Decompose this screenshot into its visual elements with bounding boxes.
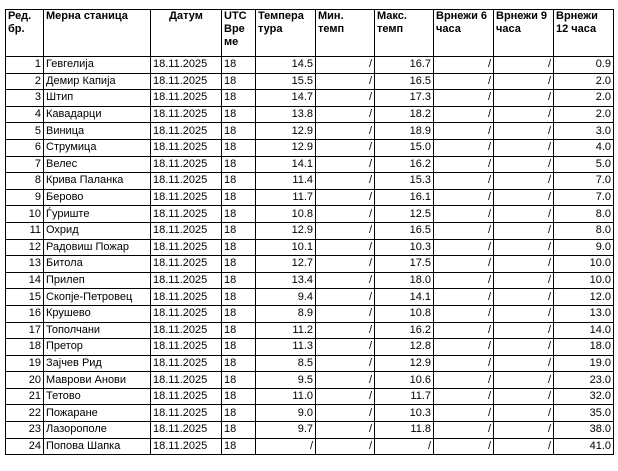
precip-12h-cell: 19.0 [554,355,614,372]
min-temp-cell: / [316,388,375,405]
station-name-cell: Лазорополе [44,422,151,439]
utc-time-cell: 18 [222,256,256,273]
row-number-cell: 9 [6,189,44,206]
date-cell: 18.11.2025 [151,339,222,356]
precip-12h-cell: 7.0 [554,173,614,190]
header-precip-6h: Врнежи 6 часа [434,10,494,57]
table-header-row [6,10,614,57]
precip-9h-cell: / [494,289,554,306]
max-temp-cell: 16.1 [375,189,434,206]
utc-time-cell: 18 [222,57,256,74]
row-number-cell: 23 [6,422,44,439]
temperature-cell: 8.9 [256,305,316,322]
precip-6h-cell: / [434,189,494,206]
table-row [6,173,614,190]
table-row [6,189,614,206]
utc-time-cell: 18 [222,339,256,356]
precip-6h-cell: / [434,372,494,389]
date-cell: 18.11.2025 [151,438,222,455]
station-name-cell: Зајчев Рид [44,355,151,372]
utc-time-cell: 18 [222,189,256,206]
max-temp-cell: 12.8 [375,339,434,356]
date-cell: 18.11.2025 [151,239,222,256]
station-name-cell: Пожаране [44,405,151,422]
precip-6h-cell: / [434,106,494,123]
max-temp-cell: 12.5 [375,206,434,223]
table-row [6,256,614,273]
station-name-cell: Ѓуриште [44,206,151,223]
table-row [6,339,614,356]
precip-12h-cell: 23.0 [554,372,614,389]
station-name-cell: Скопје-Петровец [44,289,151,306]
precip-12h-cell: 9.0 [554,239,614,256]
max-temp-cell: 15.0 [375,139,434,156]
temperature-cell: 12.9 [256,139,316,156]
utc-time-cell: 18 [222,388,256,405]
row-number-cell: 6 [6,139,44,156]
row-number-cell: 10 [6,206,44,223]
max-temp-cell: 16.2 [375,156,434,173]
station-name-cell: Претор [44,339,151,356]
utc-time-cell: 18 [222,272,256,289]
precip-6h-cell: / [434,57,494,74]
date-cell: 18.11.2025 [151,388,222,405]
precip-9h-cell: / [494,355,554,372]
min-temp-cell: / [316,272,375,289]
utc-time-cell: 18 [222,239,256,256]
min-temp-cell: / [316,222,375,239]
table-row [6,422,614,439]
table-row [6,305,614,322]
precip-9h-cell: / [494,57,554,74]
date-cell: 18.11.2025 [151,422,222,439]
temperature-cell: 15.5 [256,73,316,90]
utc-time-cell: 18 [222,222,256,239]
precip-12h-cell: 4.0 [554,139,614,156]
table-row [6,372,614,389]
date-cell: 18.11.2025 [151,405,222,422]
precip-12h-cell: 0.9 [554,57,614,74]
precip-12h-cell: 2.0 [554,106,614,123]
precip-12h-cell: 7.0 [554,189,614,206]
precip-9h-cell: / [494,156,554,173]
station-name-cell: Гевгелија [44,57,151,74]
max-temp-cell: 10.6 [375,372,434,389]
precip-6h-cell: / [434,123,494,140]
precip-9h-cell: / [494,106,554,123]
utc-time-cell: 18 [222,123,256,140]
date-cell: 18.11.2025 [151,156,222,173]
precip-12h-cell: 41.0 [554,438,614,455]
date-cell: 18.11.2025 [151,106,222,123]
max-temp-cell: 18.0 [375,272,434,289]
precip-6h-cell: / [434,388,494,405]
row-number-cell: 22 [6,405,44,422]
precip-12h-cell: 35.0 [554,405,614,422]
min-temp-cell: / [316,90,375,107]
table-row [6,355,614,372]
header-max-temp: Макс. темп [375,10,434,57]
min-temp-cell: / [316,189,375,206]
temperature-cell: 9.4 [256,289,316,306]
table-row [6,239,614,256]
station-name-cell: Прилеп [44,272,151,289]
station-name-cell: Кавадарци [44,106,151,123]
precip-9h-cell: / [494,272,554,289]
utc-time-cell: 18 [222,372,256,389]
precip-9h-cell: / [494,339,554,356]
precip-9h-cell: / [494,123,554,140]
station-name-cell: Крушево [44,305,151,322]
date-cell: 18.11.2025 [151,222,222,239]
weather-data-table [5,9,614,455]
date-cell: 18.11.2025 [151,73,222,90]
max-temp-cell: 11.7 [375,388,434,405]
table-row [6,322,614,339]
temperature-cell: 12.7 [256,256,316,273]
station-name-cell: Попова Шапка [44,438,151,455]
utc-time-cell: 18 [222,438,256,455]
header-precip-12h: Врнежи 12 часа [554,10,614,57]
precip-12h-cell: 18.0 [554,339,614,356]
temperature-cell: 10.1 [256,239,316,256]
date-cell: 18.11.2025 [151,90,222,107]
table-row [6,90,614,107]
table-row [6,272,614,289]
precip-6h-cell: / [434,156,494,173]
precip-9h-cell: / [494,189,554,206]
date-cell: 18.11.2025 [151,305,222,322]
min-temp-cell: / [316,156,375,173]
min-temp-cell: / [316,106,375,123]
max-temp-cell: 16.7 [375,57,434,74]
table-row [6,123,614,140]
max-temp-cell: 18.9 [375,123,434,140]
temperature-cell: / [256,438,316,455]
precip-9h-cell: / [494,206,554,223]
temperature-cell: 14.1 [256,156,316,173]
precip-12h-cell: 10.0 [554,256,614,273]
row-number-cell: 4 [6,106,44,123]
min-temp-cell: / [316,422,375,439]
date-cell: 18.11.2025 [151,206,222,223]
header-min-temp: Мин. темп [316,10,375,57]
min-temp-cell: / [316,73,375,90]
precip-6h-cell: / [434,322,494,339]
precip-9h-cell: / [494,422,554,439]
date-cell: 18.11.2025 [151,322,222,339]
precip-12h-cell: 10.0 [554,272,614,289]
precip-6h-cell: / [434,422,494,439]
table-row [6,289,614,306]
station-name-cell: Велес [44,156,151,173]
date-cell: 18.11.2025 [151,289,222,306]
max-temp-cell: 17.3 [375,90,434,107]
row-number-cell: 14 [6,272,44,289]
row-number-cell: 24 [6,438,44,455]
max-temp-cell: 12.9 [375,355,434,372]
utc-time-cell: 18 [222,173,256,190]
precip-6h-cell: / [434,305,494,322]
precip-6h-cell: / [434,272,494,289]
precip-12h-cell: 32.0 [554,388,614,405]
max-temp-cell: 10.8 [375,305,434,322]
row-number-cell: 16 [6,305,44,322]
row-number-cell: 20 [6,372,44,389]
date-cell: 18.11.2025 [151,256,222,273]
utc-time-cell: 18 [222,90,256,107]
precip-9h-cell: / [494,388,554,405]
utc-time-cell: 18 [222,106,256,123]
precip-6h-cell: / [434,139,494,156]
date-cell: 18.11.2025 [151,57,222,74]
row-number-cell: 5 [6,123,44,140]
table-row [6,206,614,223]
date-cell: 18.11.2025 [151,139,222,156]
utc-time-cell: 18 [222,73,256,90]
max-temp-cell: 10.3 [375,239,434,256]
precip-12h-cell: 8.0 [554,222,614,239]
date-cell: 18.11.2025 [151,123,222,140]
min-temp-cell: / [316,139,375,156]
min-temp-cell: / [316,405,375,422]
table-row [6,139,614,156]
temperature-cell: 14.5 [256,57,316,74]
precip-12h-cell: 14.0 [554,322,614,339]
row-number-cell: 1 [6,57,44,74]
min-temp-cell: / [316,206,375,223]
min-temp-cell: / [316,339,375,356]
date-cell: 18.11.2025 [151,173,222,190]
temperature-cell: 11.7 [256,189,316,206]
utc-time-cell: 18 [222,405,256,422]
station-name-cell: Битола [44,256,151,273]
precip-9h-cell: / [494,90,554,107]
precip-6h-cell: / [434,405,494,422]
station-name-cell: Штип [44,90,151,107]
precip-9h-cell: / [494,405,554,422]
precip-12h-cell: 3.0 [554,123,614,140]
row-number-cell: 12 [6,239,44,256]
precip-9h-cell: / [494,139,554,156]
station-name-cell: Маврови Анови [44,372,151,389]
max-temp-cell: 14.1 [375,289,434,306]
precip-9h-cell: / [494,438,554,455]
utc-time-cell: 18 [222,422,256,439]
temperature-cell: 11.4 [256,173,316,190]
header-no: Ред. бр. [6,10,44,57]
header-temp: Темпера тура [256,10,316,57]
table-row [6,57,614,74]
row-number-cell: 11 [6,222,44,239]
precip-6h-cell: / [434,222,494,239]
precip-9h-cell: / [494,73,554,90]
header-precip-9h: Врнежи 9 часа [494,10,554,57]
precip-9h-cell: / [494,222,554,239]
station-name-cell: Радовиш Пожар [44,239,151,256]
max-temp-cell: 15.3 [375,173,434,190]
precip-6h-cell: / [434,173,494,190]
min-temp-cell: / [316,123,375,140]
table-row [6,222,614,239]
precip-12h-cell: 2.0 [554,90,614,107]
temperature-cell: 9.0 [256,405,316,422]
min-temp-cell: / [316,173,375,190]
station-name-cell: Тополчани [44,322,151,339]
min-temp-cell: / [316,256,375,273]
date-cell: 18.11.2025 [151,272,222,289]
max-temp-cell: 11.8 [375,422,434,439]
temperature-cell: 13.8 [256,106,316,123]
precip-6h-cell: / [434,73,494,90]
min-temp-cell: / [316,438,375,455]
min-temp-cell: / [316,239,375,256]
precip-12h-cell: 12.0 [554,289,614,306]
min-temp-cell: / [316,289,375,306]
max-temp-cell: / [375,438,434,455]
station-name-cell: Берово [44,189,151,206]
temperature-cell: 11.0 [256,388,316,405]
temperature-cell: 12.9 [256,222,316,239]
header-station: Мерна станица [44,10,151,57]
precip-12h-cell: 2.0 [554,73,614,90]
row-number-cell: 7 [6,156,44,173]
temperature-cell: 11.2 [256,322,316,339]
row-number-cell: 15 [6,289,44,306]
table-row [6,388,614,405]
utc-time-cell: 18 [222,289,256,306]
precip-9h-cell: / [494,305,554,322]
utc-time-cell: 18 [222,206,256,223]
row-number-cell: 3 [6,90,44,107]
row-number-cell: 2 [6,73,44,90]
temperature-cell: 14.7 [256,90,316,107]
precip-6h-cell: / [434,90,494,107]
station-name-cell: Демир Капија [44,73,151,90]
row-number-cell: 13 [6,256,44,273]
max-temp-cell: 16.5 [375,73,434,90]
precip-6h-cell: / [434,339,494,356]
precip-9h-cell: / [494,322,554,339]
max-temp-cell: 17.5 [375,256,434,273]
temperature-cell: 8.5 [256,355,316,372]
precip-9h-cell: / [494,256,554,273]
date-cell: 18.11.2025 [151,355,222,372]
station-name-cell: Тетово [44,388,151,405]
temperature-cell: 12.9 [256,123,316,140]
utc-time-cell: 18 [222,305,256,322]
header-date: Датум [151,10,222,57]
utc-time-cell: 18 [222,355,256,372]
table-row [6,438,614,455]
station-name-cell: Струмица [44,139,151,156]
utc-time-cell: 18 [222,322,256,339]
station-name-cell: Виница [44,123,151,140]
precip-12h-cell: 5.0 [554,156,614,173]
precip-9h-cell: / [494,372,554,389]
row-number-cell: 8 [6,173,44,190]
precip-6h-cell: / [434,438,494,455]
precip-6h-cell: / [434,355,494,372]
station-name-cell: Крива Паланка [44,173,151,190]
table-row [6,73,614,90]
precip-9h-cell: / [494,239,554,256]
precip-12h-cell: 13.0 [554,305,614,322]
min-temp-cell: / [316,57,375,74]
utc-time-cell: 18 [222,139,256,156]
temperature-cell: 10.8 [256,206,316,223]
utc-time-cell: 18 [222,156,256,173]
precip-6h-cell: / [434,239,494,256]
temperature-cell: 11.3 [256,339,316,356]
temperature-cell: 13.4 [256,272,316,289]
date-cell: 18.11.2025 [151,372,222,389]
date-cell: 18.11.2025 [151,189,222,206]
min-temp-cell: / [316,355,375,372]
max-temp-cell: 16.2 [375,322,434,339]
table-row [6,106,614,123]
station-name-cell: Охрид [44,222,151,239]
precip-9h-cell: / [494,173,554,190]
row-number-cell: 18 [6,339,44,356]
temperature-cell: 9.7 [256,422,316,439]
min-temp-cell: / [316,322,375,339]
header-utc: UTC Вре ме [222,10,256,57]
row-number-cell: 21 [6,388,44,405]
max-temp-cell: 10.3 [375,405,434,422]
min-temp-cell: / [316,305,375,322]
row-number-cell: 19 [6,355,44,372]
precip-12h-cell: 38.0 [554,422,614,439]
min-temp-cell: / [316,372,375,389]
precip-6h-cell: / [434,289,494,306]
max-temp-cell: 16.5 [375,222,434,239]
row-number-cell: 17 [6,322,44,339]
precip-6h-cell: / [434,256,494,273]
temperature-cell: 9.5 [256,372,316,389]
precip-12h-cell: 8.0 [554,206,614,223]
max-temp-cell: 18.2 [375,106,434,123]
precip-6h-cell: / [434,206,494,223]
table-row [6,156,614,173]
table-row [6,405,614,422]
